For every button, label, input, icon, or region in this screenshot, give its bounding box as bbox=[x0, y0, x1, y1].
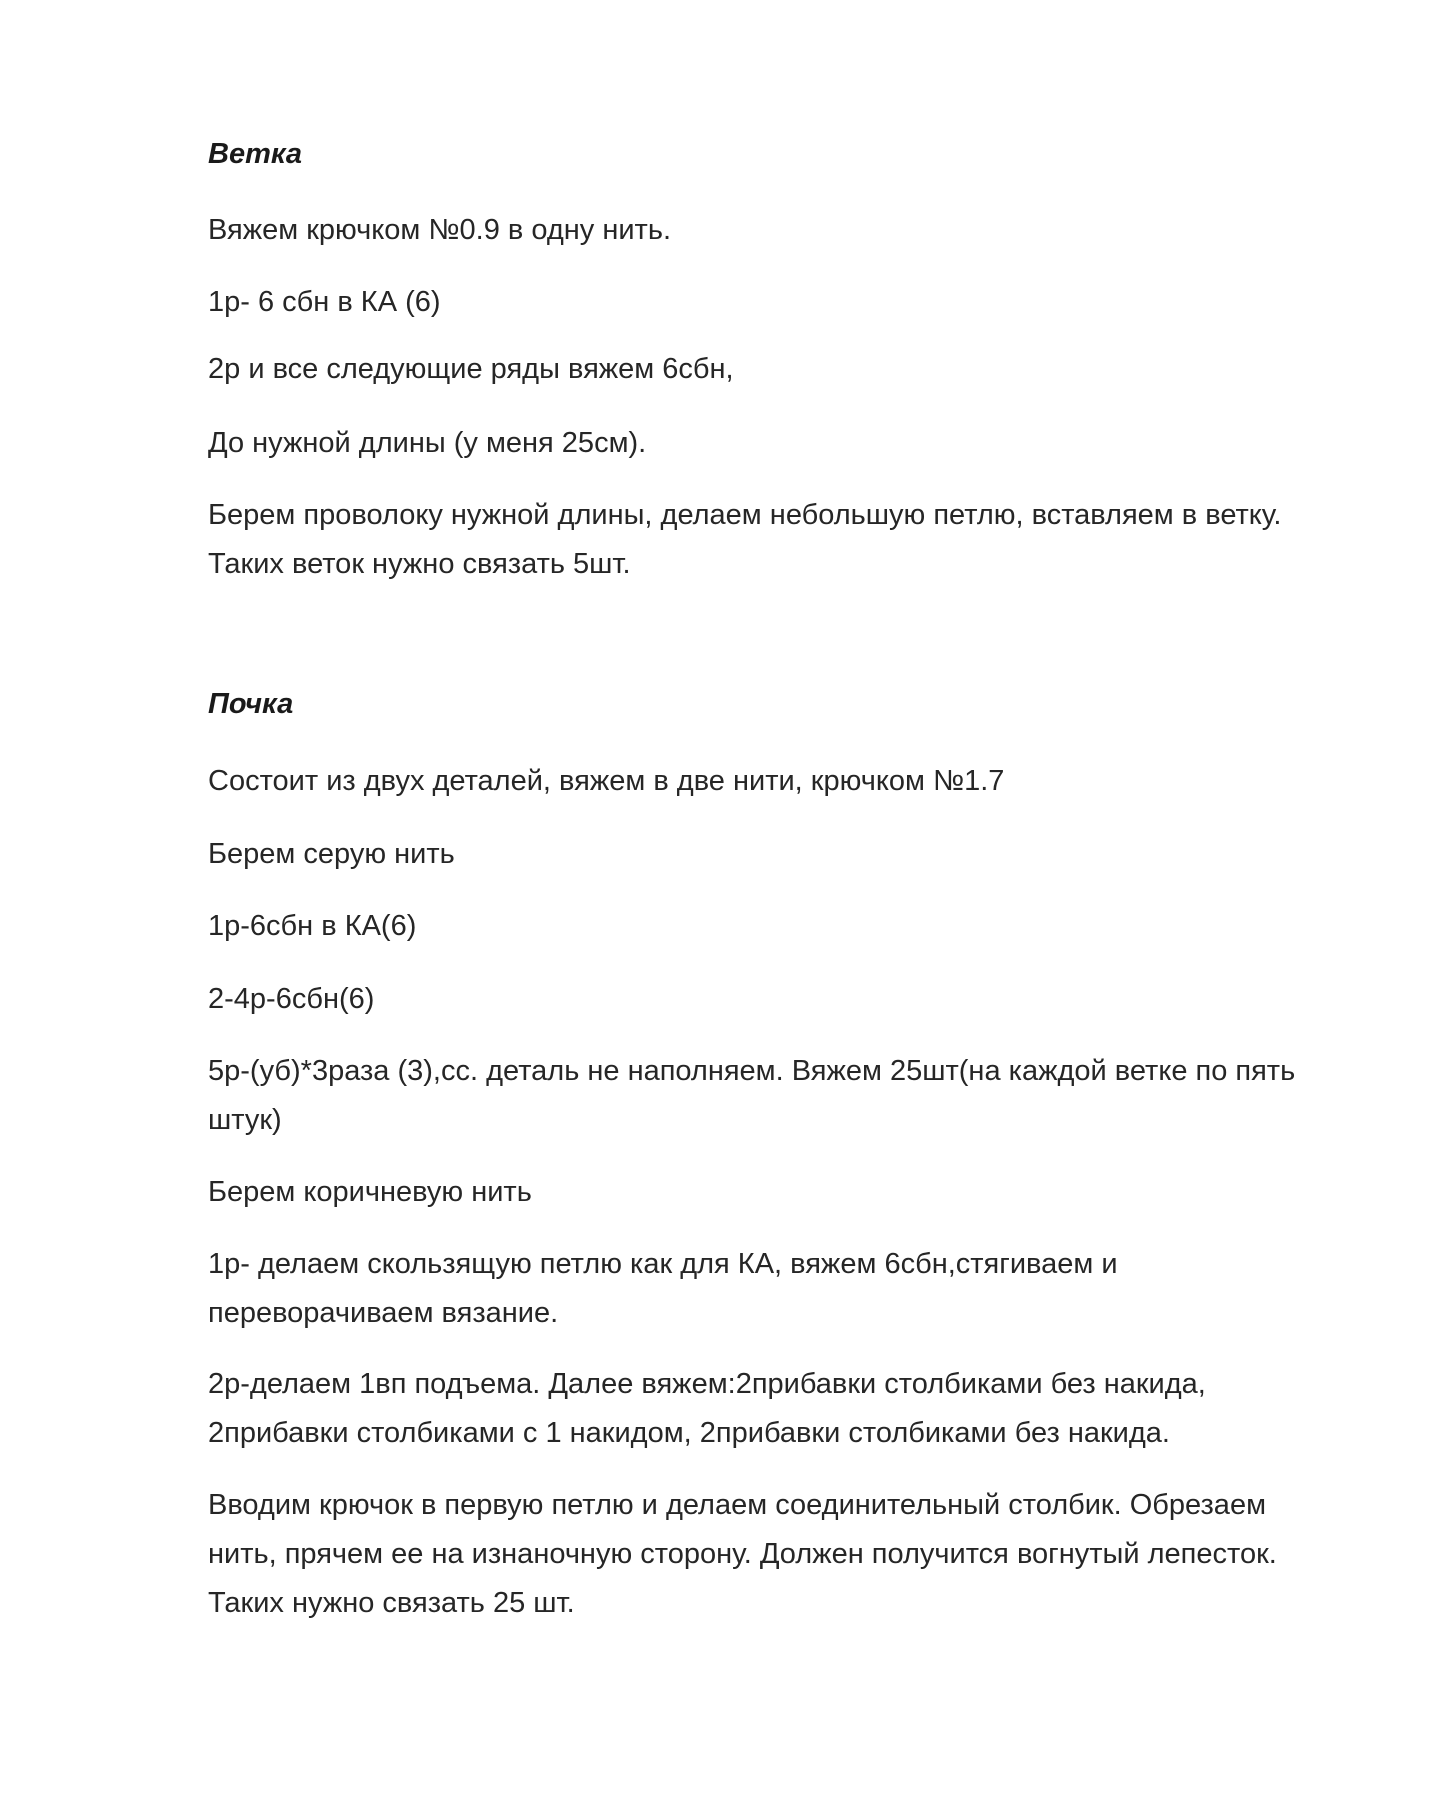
paragraph: Вводим крючок в первую петлю и делаем соединительный столбик. Обрезаем нить, прячем ее на изнаночную сторону. Должен получится вогнутый лепесток. Таких нужно связать 25 шт. bbox=[208, 1489, 1277, 1619]
paragraph: До нужной длины (у меня 25см). bbox=[208, 427, 647, 459]
paragraph: Состоит из двух деталей, вяжем в две нити, крючком №1.7 bbox=[208, 765, 1005, 797]
paragraph: Берем серую нить bbox=[208, 838, 455, 870]
section-title-vetka: Ветка bbox=[208, 138, 303, 170]
paragraph: 2-4р-6сбн(6) bbox=[208, 983, 375, 1015]
paragraph: Вяжем крючком №0.9 в одну нить. bbox=[208, 214, 672, 246]
paragraph: 2р-делаем 1вп подъема. Далее вяжем:2прибавки столбиками без накида, 2прибавки столбиками с 1 накидом, 2прибавки столбиками без накида. bbox=[208, 1368, 1206, 1449]
paragraph: 1р-6сбн в КА(6) bbox=[208, 910, 417, 942]
paragraph: Берем проволоку нужной длины, делаем небольшую петлю, вставляем в ветку. Таких веток нужно связать 5шт. bbox=[208, 499, 1282, 580]
paragraph: 1р- делаем скользящую петлю как для КА, вяжем 6сбн,стягиваем и переворачиваем вязание. bbox=[208, 1248, 1118, 1329]
paragraph: Берем коричневую нить bbox=[208, 1176, 532, 1208]
paragraph: 5р-(уб)*3раза (3),сс. деталь не наполняем. Вяжем 25шт(на каждой ветке по пять штук) bbox=[208, 1055, 1296, 1136]
paragraph: 1р- 6 сбн в КА (6) bbox=[208, 286, 441, 318]
section-title-pochka: Почка bbox=[208, 688, 294, 720]
paragraph: 2р и все следующие ряды вяжем 6сбн, bbox=[208, 353, 734, 385]
